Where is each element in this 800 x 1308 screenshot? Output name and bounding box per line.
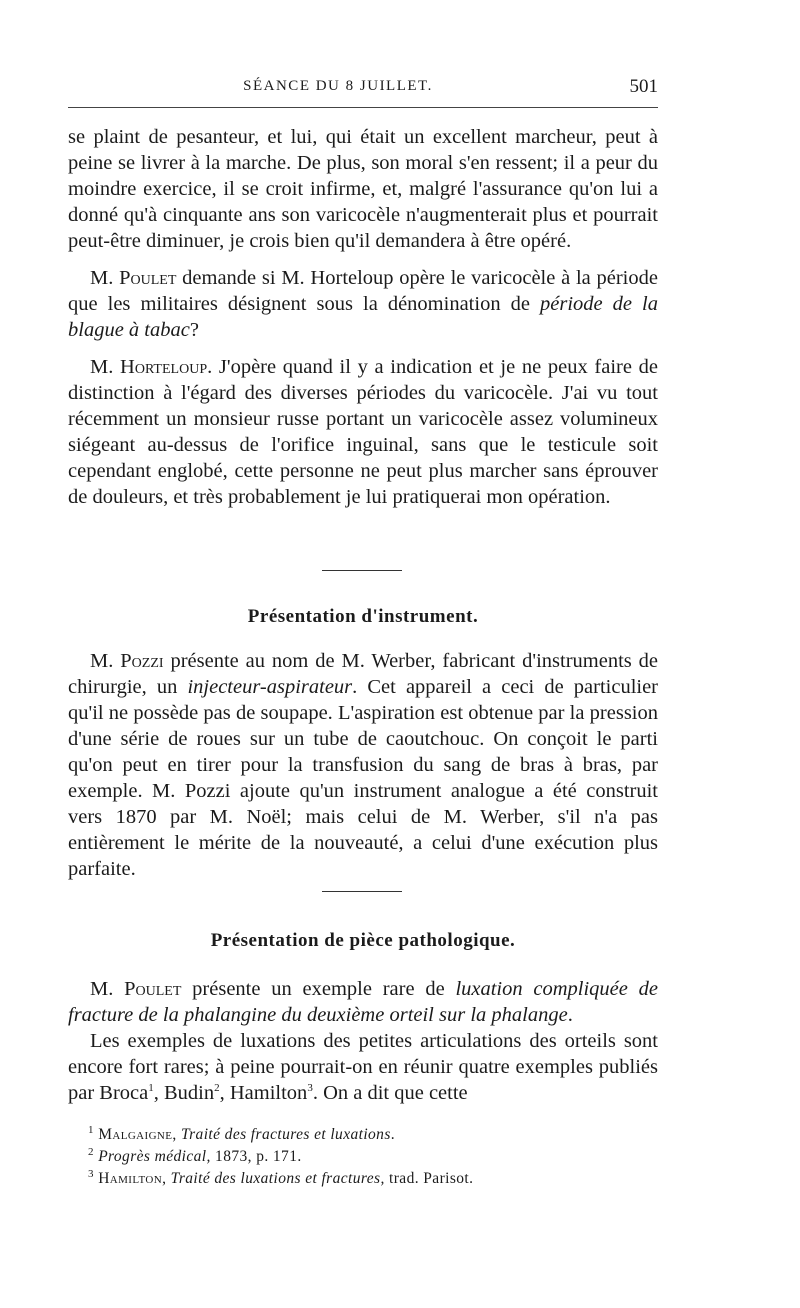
paragraph-text: , Budin [153,1082,215,1104]
paragraph-text: demande si M. Horteloup opère le varicocèle à la période que les militaires désignent sous la dénomination de [68,267,658,315]
footnote-mark: 1 [88,1123,94,1136]
paragraph-text: présente au nom de M. Werber, fabricant d'instruments de chirurgie, un [68,650,658,698]
footnote-ref-2: 2 [214,1082,220,1095]
text-block-1 [68,124,658,510]
paragraph-end: ? [189,319,199,341]
paragraph-text: Les exemples de luxations des petites articulations des orteils sont encore fort rares; à peine pourrait-on en réunir quatre exemples publiés par Broca [68,1030,658,1104]
paragraph-text: , Hamilton [219,1082,308,1104]
footnote-3 [68,1168,658,1190]
paragraph-end: . [567,1004,573,1026]
paragraph-text: . Cet appareil a ceci de particulier qu'il ne possède pas de soupape. L'aspiration est obtenue par la pression d'une série de roues sur un tube de caoutchouc. On conçoit le parti qu'on peut en tirer pour la transfusion du sang de bras à bras, par exemple. M. Pozzi ajoute qu'un instrument analogue a été construit vers 1870 par M. Noël; mais celui de M. Werber, s'il n'a pas entièrement le mérite de la nouveauté, a celui d'une exécution plus parfaite. [68,676,659,880]
italic-term: période de la blague à tabac [68,293,658,341]
paragraph-text: présente un exemple rare de [181,978,456,1000]
italic-term: injecteur-aspirateur [187,676,353,698]
text-block-3 [68,976,658,1106]
section-divider-1 [322,570,402,571]
footnote-rest: . [390,1126,396,1143]
footnote-mark: 2 [88,1145,94,1158]
footnote-2 [68,1146,658,1168]
footnote-rest: 1873, p. 171. [210,1148,302,1165]
section-heading-pathology: Présentation de pièce pathologique. [210,930,516,951]
speaker-poulet: M. Poulet [90,978,182,1000]
section-heading-instrument: Présentation d'instrument. [247,606,479,627]
paragraph-luxations [68,1028,658,1106]
speaker-pozzi: M. Pozzi [90,650,164,672]
footnote-author: Malgaigne, [98,1126,177,1143]
italic-term: luxation compliquée de fracture de la phalangine du deuxième orteil sur la phalange [68,978,658,1026]
footnote-title: Traité des luxations et fractures, [170,1170,385,1187]
footnotes [68,1124,658,1190]
paragraph-continued: se plaint de pesanteur, et lui, qui était un excellent marcheur, peut à peine se livrer à la marche. De plus, son moral s'en ressent; il a peur du moindre exercice, il se croit infirme, et, malgré l'assurance qu'on lui a donné qu'à cinquante ans son varicocèle n'augmenterait plus et pourrait peut-être diminuer, je crois bien qu'il demandera à être opéré. [68,126,658,252]
speaker-poulet: M. Poulet [90,267,177,289]
text-block-2 [68,648,658,882]
paragraph-poulet-question [68,265,658,343]
footnote-ref-1: 1 [148,1082,154,1095]
paragraph-horteloup-answer [68,354,658,510]
footnote-mark: 3 [88,1167,94,1180]
footnote-1 [68,1124,658,1146]
section-divider-2 [322,891,402,892]
footnote-title: Progrès médical, [98,1148,211,1165]
paragraph-pozzi [68,648,658,882]
paragraph-text: J'opère quand il y a indication et je ne peux faire de distinction à l'égard des diverses périodes du varicocèle. J'ai vu tout récemment un monsieur russe portant un varicocèle assez volumineux siégeant au-dessus de l'orifice inguinal, sans que le testicule soit cependant englobé, cette personne ne peut plus marcher sans éprouver de douleurs, et très probablement je lui pratiquerai mon opération. [68,356,658,508]
paragraph-poulet-presentation [68,976,658,1028]
footnote-ref-3: 3 [307,1082,313,1095]
running-head [68,76,658,98]
footnote-title: Traité des fractures et luxations [180,1126,391,1143]
header-rule [68,107,658,108]
footnote-author: Hamilton, [98,1170,167,1187]
speaker-horteloup: M. Horteloup. [90,356,213,378]
page-number: 501 [629,76,658,97]
running-title: SÉANCE DU 8 JUILLET. [243,78,433,94]
paragraph-text: . On a dit que cette [312,1082,468,1104]
footnote-rest: trad. Parisot. [384,1170,474,1187]
